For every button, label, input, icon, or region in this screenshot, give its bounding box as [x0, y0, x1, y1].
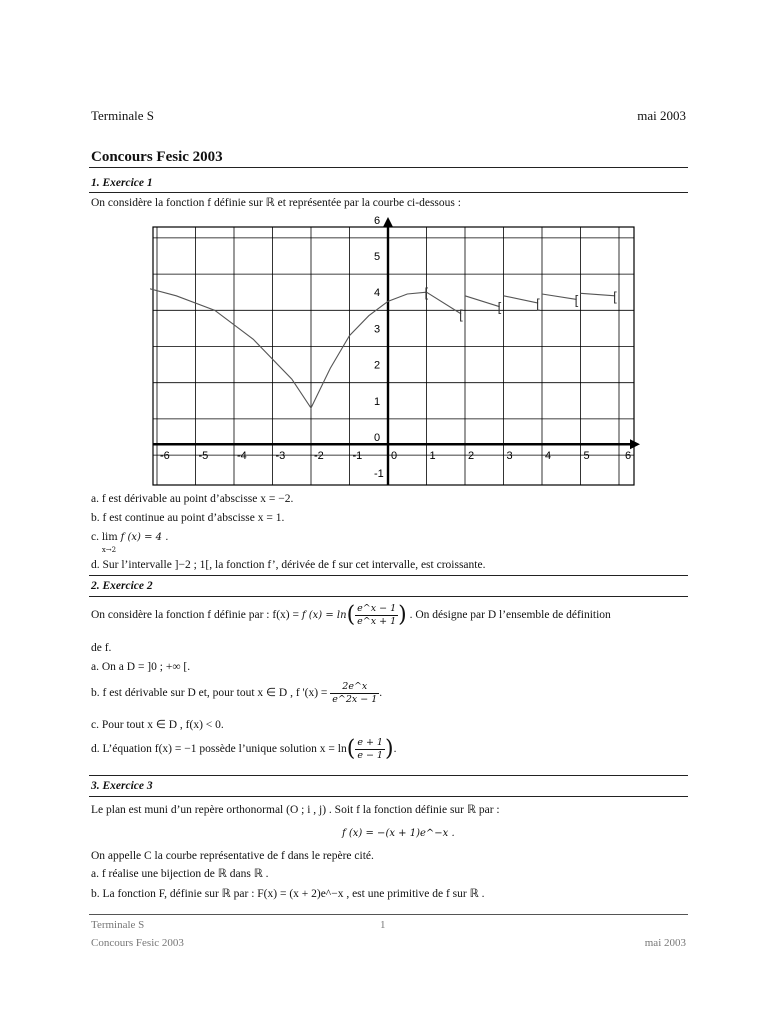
- ex3-heading: 3. Exercice 3: [91, 780, 153, 792]
- footer-rule: [89, 914, 688, 915]
- x-tick-label: -6: [160, 450, 170, 463]
- open-bracket: [: [536, 296, 540, 312]
- ex2-d-text: d. L’équation f(x) = −1 possède l’unique solution x = ln: [91, 743, 347, 756]
- ex1-item-a: a. f est dérivable au point d’abscisse x = −2.: [91, 493, 294, 505]
- y-tick-label: 3: [374, 323, 381, 336]
- x-tick-label: 2: [468, 450, 475, 463]
- y-tick-label: 2: [374, 359, 381, 372]
- open-bracket: [: [424, 285, 429, 301]
- chart-axes: [153, 214, 640, 485]
- ex2-def-text-b: . On désigne par D l’ensemble de définition: [409, 609, 611, 622]
- footer-page-number: 1: [380, 919, 386, 931]
- x-tick-label: 4: [545, 450, 552, 463]
- page-title: Concours Fesic 2003: [91, 149, 223, 165]
- ex1-heading: 1. Exercice 1: [91, 177, 153, 189]
- open-bracket: [: [613, 288, 617, 304]
- x-tick-label: -3: [275, 450, 286, 463]
- open-bracket: [: [459, 306, 463, 322]
- ex2-item-a: a. On a D = ]0 ; +∞ [.: [91, 661, 191, 673]
- ex3-line1: Le plan est muni d’un repère orthonormal (O ; i , j) . Soit f la fonction définie sur ℝ par :: [91, 804, 500, 816]
- open-bracket: [: [574, 292, 579, 308]
- x-tick-label: -1: [352, 450, 363, 463]
- curve-series: [150, 289, 427, 408]
- title-rule: [89, 167, 688, 168]
- ex2-def-fx: f (x) = ln: [301, 610, 347, 622]
- chart-curves: [150, 289, 615, 408]
- grid-frame: [153, 227, 634, 485]
- x-tick-label: -4: [237, 450, 247, 463]
- curve-series: [465, 296, 500, 307]
- chart-brackets: [425, 285, 618, 322]
- ex2-item-d: d. L’équation f(x) = −1 possède l’unique solution x = ln( $\frac{e + 1}{e - 1}$ ).: [91, 736, 397, 762]
- ex2-heading: 2. Exercice 2: [91, 580, 153, 592]
- ex1-end-rule: [89, 575, 688, 576]
- ex3-rule: [89, 796, 688, 797]
- ex2-d-num: e + 1: [357, 737, 383, 748]
- ex1-intro: On considère la fonction f définie sur ℝ et représentée par la courbe ci-dessous :: [91, 197, 461, 209]
- ex1-item-c: c. lim x→2 f (x) = 4 .: [91, 530, 168, 545]
- ex1-rule: [89, 192, 688, 193]
- x-tick-label: 0: [391, 450, 398, 463]
- open-bracket: [: [497, 299, 502, 315]
- ex2-def-text: On considère la fonction f définie par : f(x) =: [91, 609, 302, 622]
- ex3-line3: On appelle C la courbe représentative de f dans le repère cité.: [91, 850, 374, 862]
- ex2-definition: On considère la fonction f définie par : f(x) = f (x) = ln( $\frac{e\^{}x - 1}{e\^{}x + 1}$ ) . On désigne par D l’ensemble de définition: [91, 602, 611, 628]
- y-tick-label: 0: [374, 432, 381, 444]
- curve-series: [504, 296, 539, 303]
- header-right: mai 2003: [637, 108, 686, 123]
- y-tick-label: 1: [374, 395, 381, 408]
- function-graph: [150, 213, 640, 493]
- footer-left2: Concours Fesic 2003: [91, 937, 184, 949]
- y-tick-label: -1: [374, 468, 384, 481]
- ex2-end-rule: [89, 775, 688, 776]
- ex1-item-b: b. f est continue au point d’abscisse x = 1.: [91, 512, 285, 524]
- limit-subscript: x→2: [101, 546, 117, 554]
- y-tick-label: 4: [374, 287, 381, 300]
- ex2-item-b: b. f est dérivable sur D et, pour tout x ∈ D , f '(x) = $\frac{2e\^{}x}{e\^{}2x - 1}$ .: [91, 681, 383, 705]
- ex2-b-num: 2e^x: [330, 681, 379, 694]
- curve-series: [581, 293, 616, 296]
- ex2-rule: [89, 596, 688, 597]
- y-tick-label: 5: [374, 251, 381, 263]
- y-tick-label: 6: [374, 214, 381, 227]
- ex3-line4: a. f réalise une bijection de ℝ dans ℝ .: [91, 868, 269, 880]
- ex2-b-den: e^2x − 1: [332, 694, 378, 705]
- x-tick-label: 3: [506, 450, 513, 463]
- x-tick-label: -2: [314, 450, 324, 463]
- x-tick-label: -5: [198, 450, 209, 463]
- ex2-def-num: e^x − 1: [357, 603, 397, 614]
- y-axis-arrow: [383, 217, 393, 227]
- ex2-item-c: c. Pour tout x ∈ D , f(x) < 0.: [91, 719, 224, 731]
- footer-right2: mai 2003: [644, 937, 686, 949]
- header-left: Terminale S: [91, 108, 154, 123]
- chart-grid: [153, 227, 634, 485]
- chart-tick-labels: [160, 215, 631, 480]
- ex2-def-cont: de f.: [91, 642, 112, 654]
- ex3-line5: b. La fonction F, définie sur ℝ par : F(x) = (x + 2)e^−x , est une primitive de f sur ℝ .: [91, 888, 485, 900]
- ex1-item-d: d. Sur l’intervalle ]−2 ; 1[, la fonction f’, dérivée de f sur cet intervalle, est croissante.: [91, 559, 486, 571]
- ex2-b-text: b. f est dérivable sur D et, pour tout x ∈ D , f '(x) =: [91, 687, 328, 700]
- limit-expression: f (x) = 4 .: [120, 532, 169, 543]
- ex3-line2: f (x) = −(x + 1)e^−x .: [342, 828, 455, 839]
- footer-left1: Terminale S: [91, 919, 145, 931]
- ex2-d-den: e − 1: [357, 750, 383, 761]
- ex1-item-c-label: c.: [91, 531, 99, 543]
- x-tick-label: 6: [625, 450, 632, 463]
- curve-series: [542, 294, 577, 299]
- x-tick-label: 1: [429, 450, 436, 463]
- x-axis-arrow: [630, 439, 640, 449]
- ex2-def-den: e^x + 1: [357, 616, 397, 627]
- x-tick-label: 5: [583, 450, 590, 463]
